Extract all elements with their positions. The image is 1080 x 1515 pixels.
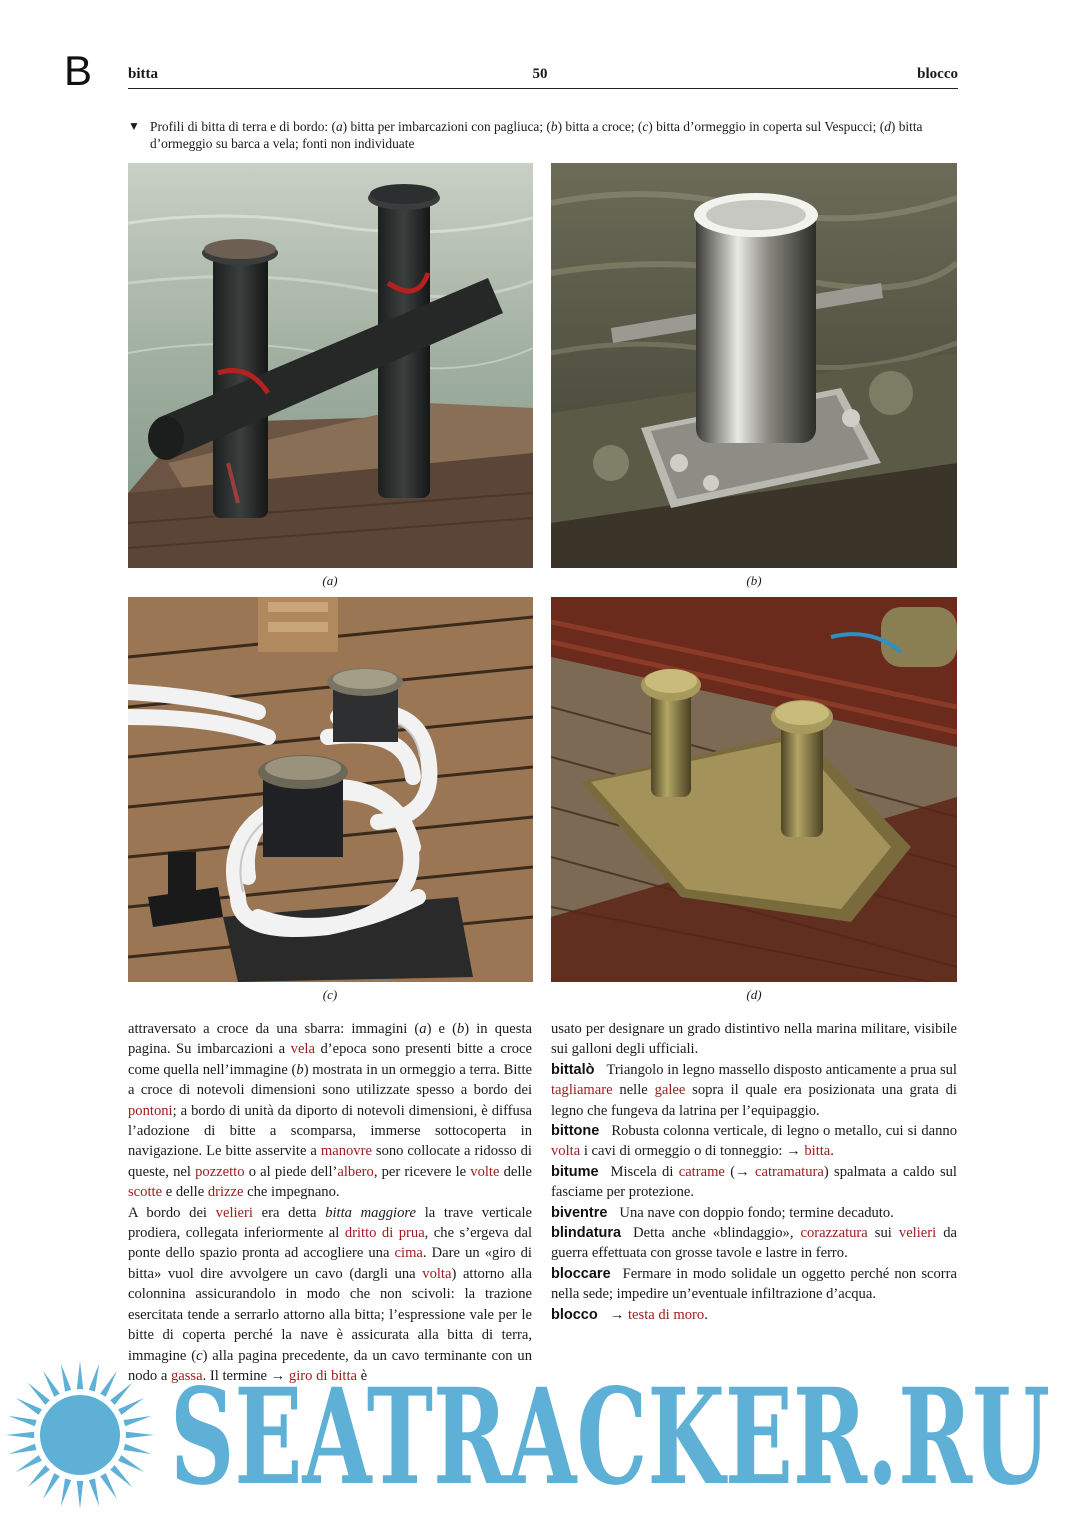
italic-text: d xyxy=(884,119,891,134)
header-rule xyxy=(128,88,958,89)
italic-text: a xyxy=(419,1021,427,1037)
sun-ray xyxy=(28,1383,50,1405)
text-run: ) alla pagina precedente, da un cavo terminante con un nodo a xyxy=(128,1347,533,1384)
sun-ray xyxy=(118,1398,144,1415)
subcaption-b: (b) xyxy=(746,573,762,588)
sun-ray xyxy=(89,1478,99,1506)
sun-ray xyxy=(110,1465,132,1487)
text-run: , che s’ergeva dal ponte dello spazio pronta ad accogliere una xyxy=(128,1225,532,1262)
glossary-entry-biventre xyxy=(551,1203,957,1223)
text-run: , per ricevere le xyxy=(373,1163,471,1180)
text-run: Una nave con doppio fondo; termine decaduto. xyxy=(619,1204,894,1221)
text-run: la trave verticale prodiera, collegata inferiormente al xyxy=(128,1204,533,1242)
sun-ray xyxy=(61,1364,71,1392)
sun-ray xyxy=(28,1465,50,1487)
cross-reference-link[interactable]: catrame xyxy=(678,1163,725,1180)
sun-ray xyxy=(126,1432,154,1438)
entry-headword: bittone xyxy=(551,1123,600,1140)
sun-ray xyxy=(16,1398,42,1415)
cross-reference-link[interactable]: volta xyxy=(551,1143,581,1160)
cross-reference-link[interactable]: velieri xyxy=(898,1225,937,1242)
sun-ray xyxy=(118,1455,144,1472)
sun-ray xyxy=(110,1383,132,1405)
sun-icon xyxy=(6,1361,154,1509)
caption-text xyxy=(150,118,958,152)
sun-ray xyxy=(123,1416,151,1426)
sun-ray xyxy=(9,1416,37,1426)
text-run: era detta xyxy=(252,1204,326,1221)
text-run: ) bitta a croce; ( xyxy=(557,119,643,134)
text-run: → xyxy=(609,1306,628,1323)
subcaption-d: (d) xyxy=(746,987,762,1002)
text-run: Profili di bitta di terra e di bordo: ( xyxy=(150,119,336,134)
cross-reference-link[interactable]: scotte xyxy=(128,1184,163,1201)
cross-reference-link[interactable]: testa di moro xyxy=(627,1306,705,1323)
entry-headword: blocco xyxy=(551,1306,598,1323)
cross-reference-link[interactable]: catramatura xyxy=(755,1163,824,1180)
text-run: (→ xyxy=(724,1163,755,1180)
text-run: Triangolo in legno massello disposto anticamente a prua sul xyxy=(606,1061,957,1078)
text-run: . Il termine → xyxy=(202,1367,289,1384)
text-run: . xyxy=(704,1306,708,1323)
photo-b-cross-bollard xyxy=(551,163,957,568)
text-run: che impegnano. xyxy=(243,1184,340,1201)
italic-text: b xyxy=(550,119,558,134)
cross-reference-link[interactable]: pozzetto xyxy=(195,1163,245,1180)
text-run: ) bitta d’ormeggio su barca a vela; fonti non individuate xyxy=(150,119,923,151)
entry-headword: bloccare xyxy=(551,1265,611,1282)
glossary-entry-bitume xyxy=(551,1162,957,1203)
text-run: sono collocate a ridosso di queste, nel xyxy=(128,1143,532,1180)
sun-ray xyxy=(77,1361,83,1389)
text-run: Miscela di xyxy=(610,1163,679,1180)
photo-d-sailboat-bollard xyxy=(551,597,957,982)
right-text-column xyxy=(551,1019,957,1325)
text-run: o al piede dell’ xyxy=(244,1163,338,1180)
cross-reference-link[interactable]: galee xyxy=(654,1082,686,1099)
entry-headword: biventre xyxy=(551,1204,608,1221)
subcaption-c: (c) xyxy=(322,987,338,1002)
page-number: 50 xyxy=(532,66,548,82)
italic-text: bitta maggiore xyxy=(325,1204,417,1221)
cross-reference-link[interactable]: vela xyxy=(290,1041,315,1058)
cross-reference-link[interactable]: cima xyxy=(394,1245,423,1262)
subcaption-a: (a) xyxy=(322,573,338,588)
continuation-paragraph xyxy=(551,1019,957,1060)
entry-headword: blindatura xyxy=(551,1225,622,1242)
text-run: da guerra effettuata con grosse tavole e lastre in ferro. xyxy=(551,1225,957,1262)
text-run: i cavi di ormeggio o di tonneggio: → xyxy=(580,1143,805,1160)
text-run: ) bitta d’ormeggio in coperta sul Vespucci; ( xyxy=(648,119,885,134)
italic-text: b xyxy=(296,1061,304,1078)
text-run: ) spalmata a caldo sul fasciame per protezione. xyxy=(551,1163,957,1201)
sun-ray xyxy=(43,1371,60,1397)
text-run: d’epoca sono presenti bitte a croce come quella nell’immagine ( xyxy=(128,1041,532,1078)
text-run: Robusta colonna verticale, di legno o metallo, cui si danno xyxy=(611,1123,957,1140)
sun-ray xyxy=(6,1432,34,1438)
cross-reference-link[interactable]: velieri xyxy=(215,1204,253,1221)
text-run: . Dare un «giro di bitta» vuol dire avvolgere un cavo (dargli una xyxy=(128,1245,532,1282)
text-run: . xyxy=(830,1143,834,1160)
text-run: sui xyxy=(867,1225,899,1242)
left-paragraph-1 xyxy=(128,1019,532,1203)
photo-c-mooring-bollard-vespucci xyxy=(128,597,533,982)
sun-ray xyxy=(16,1455,42,1472)
sun-ray xyxy=(43,1473,60,1499)
italic-text: b xyxy=(456,1021,465,1037)
text-run: è xyxy=(357,1367,368,1384)
running-head-right: blocco xyxy=(917,66,958,82)
cross-reference-link[interactable]: manovre xyxy=(320,1143,372,1160)
text-run: usato per designare un grado distintivo nella marina militare, visibile sui galloni degli ufficiali. xyxy=(551,1021,957,1058)
text-run: e delle xyxy=(162,1184,208,1201)
text-run: ) e ( xyxy=(426,1021,457,1037)
cross-reference-link[interactable]: gassa xyxy=(170,1367,203,1384)
cross-reference-link[interactable]: dritto di prua xyxy=(344,1225,425,1242)
figure-caption xyxy=(128,118,958,152)
watermark xyxy=(0,1325,1080,1515)
text-run: attraversato a croce da una sbarra: immagini ( xyxy=(128,1021,420,1037)
text-run: ) mostrata in un ormeggio a terra. Bitte a croce di notevoli dimensioni sono utilizzate spesso a bordo dei xyxy=(128,1061,532,1099)
sun-ray xyxy=(61,1478,71,1506)
cross-reference-link[interactable]: albero xyxy=(337,1163,374,1180)
cross-reference-link[interactable]: volte xyxy=(470,1163,500,1180)
text-run: Detta anche «blindaggio», xyxy=(633,1225,801,1242)
text-run: Fermare in modo solidale un oggetto perché non scorra nella sede; impedire un’eventuale infiltrazione d’acqua. xyxy=(551,1265,957,1303)
photo-a-bollard-with-pin xyxy=(128,163,533,568)
caption-marker: ▼ xyxy=(128,119,140,133)
cross-reference-link[interactable]: corazzatura xyxy=(800,1225,868,1242)
text-run: ) attorno alla colonnina assicurandolo in modo che non scivoli: la trazione esercitata tende a serrarlo attorno alla bitta; l’espressione vale per le bitte di coperta perché la nave è assicurata alla bitta di terra, immagine ( xyxy=(128,1265,532,1364)
sun-ray xyxy=(100,1371,117,1397)
text-run: ) in questa pagina. Su imbarcazioni a xyxy=(128,1021,532,1058)
italic-text: c xyxy=(642,119,649,134)
cross-reference-link[interactable]: drizze xyxy=(207,1184,244,1201)
glossary-entry-blocco xyxy=(551,1305,957,1325)
text-run: sopra il quale era posizionata una grata di legno che fungeva da latrina per l’equipaggio. xyxy=(551,1082,957,1119)
sun-ray xyxy=(9,1444,37,1454)
glossary-entry-bittone xyxy=(551,1121,957,1162)
italic-text: c xyxy=(196,1347,203,1364)
glossary-entry-blindatura xyxy=(551,1223,957,1264)
text-run: A bordo dei xyxy=(128,1204,216,1221)
running-head-left: bitta xyxy=(128,66,158,82)
cross-reference-link[interactable]: volta xyxy=(422,1265,452,1282)
watermark-text: SEATRACKER.RU xyxy=(170,1360,1050,1515)
cross-reference-link[interactable]: bitta xyxy=(804,1143,831,1160)
text-run: nelle xyxy=(612,1082,655,1099)
text-run: ) bitta per imbarcazioni con pagliuca; ( xyxy=(342,119,551,134)
italic-text: a xyxy=(335,119,343,134)
glossary-entry-bittalò xyxy=(551,1060,957,1121)
glossary-entry-bloccare xyxy=(551,1264,957,1305)
sun-ray xyxy=(100,1473,117,1499)
cross-reference-link[interactable]: pontoni xyxy=(128,1102,173,1119)
cross-reference-link[interactable]: giro di bitta xyxy=(288,1367,358,1384)
sun-ray xyxy=(123,1444,151,1454)
text-run: delle xyxy=(499,1163,532,1180)
section-letter: B xyxy=(64,47,93,94)
cross-reference-link[interactable]: tagliamare xyxy=(551,1082,613,1099)
sun-ray xyxy=(89,1364,99,1392)
entry-headword: bitume xyxy=(551,1163,599,1180)
entry-headword: bittalò xyxy=(551,1061,595,1078)
glossary-entries xyxy=(551,1060,957,1325)
sun-ray xyxy=(77,1481,83,1509)
text-run: ; a bordo di unità da diporto di notevoli dimensioni, è diffusa l’adozione di bitte a scomparsa, immerse sottocoperta in navigazione. Le bitte asservite a xyxy=(128,1102,532,1160)
